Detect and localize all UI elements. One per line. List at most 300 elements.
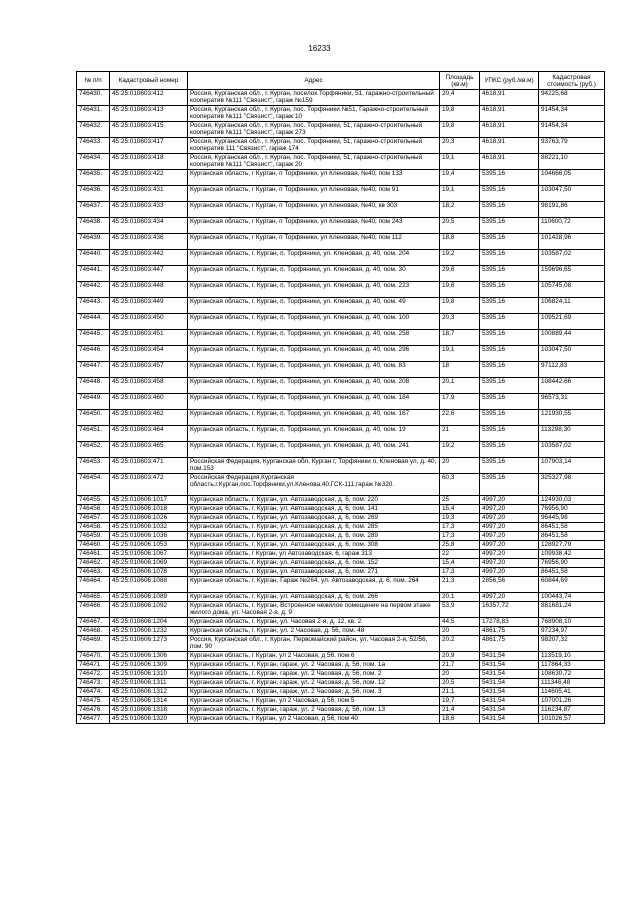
table-row (77, 298, 605, 314)
area: 17,3 (440, 532, 480, 541)
address: Российская Федерация, Курганская обл, Курган г, Торфяники п, Кленовая ул, д. 40, пом.153 (188, 458, 440, 474)
row-number: 746457. (77, 514, 110, 523)
cadastral-number: 45:25:010603:454 (110, 346, 188, 362)
row-number: 746430. (77, 90, 110, 106)
upks: 5395,16 (480, 186, 539, 202)
row-number: 746462. (77, 559, 110, 568)
table-row (77, 496, 605, 505)
area: 19,1 (440, 154, 480, 170)
table-row (77, 218, 605, 234)
table-row (77, 362, 605, 378)
area: 18 (440, 362, 480, 378)
area: 21,4 (440, 706, 480, 715)
upks: 4997,20 (480, 523, 539, 532)
table-row (77, 330, 605, 346)
area: 20,9 (440, 652, 480, 661)
cadastral-value: 881681,24 (539, 602, 605, 618)
upks: 4618,91 (480, 122, 539, 138)
table-row (77, 661, 605, 670)
upks: 5395,16 (480, 266, 539, 282)
row-number: 746475. (77, 697, 110, 706)
area: 17,3 (440, 568, 480, 577)
table-row (77, 532, 605, 541)
address: Россия, Курганская обл., г. Курган, пос. Торфяники, 51, гаражно-строительный кооператив №111 "Связист", гараж 273 (188, 122, 440, 138)
row-number: 746451. (77, 426, 110, 442)
page-number: 16233 (308, 44, 331, 53)
table-row (77, 523, 605, 532)
upks: 5395,16 (480, 218, 539, 234)
table-row (77, 706, 605, 715)
area: 18,2 (440, 202, 480, 218)
row-number: 746453. (77, 458, 110, 474)
row-number: 746464. (77, 577, 110, 593)
cadastral-number: 45:25:010606:1089 (110, 593, 188, 602)
area: 18,6 (440, 715, 480, 724)
cadastral-number: 45:25:010606:1312 (110, 688, 188, 697)
table-row (77, 378, 605, 394)
address: Курганская область, г. Курган, Гараж №264, ул. Автозаводская, д. 6, пом. 264 (188, 577, 440, 593)
area: 22,6 (440, 410, 480, 426)
row-number: 746442. (77, 282, 110, 298)
upks: 4997,20 (480, 559, 539, 568)
upks: 4861,75 (480, 627, 539, 636)
cadastral-number: 45:25:010603:465 (110, 442, 188, 458)
table-row (77, 266, 605, 282)
cadastral-value: 109938,42 (539, 550, 605, 559)
address: Курганская область, г. Курган, п. Торфяники, ул. Кленовая, д. 40, пом. 49 (188, 298, 440, 314)
cadastral-value: 96445,98 (539, 514, 605, 523)
table-row (77, 138, 605, 154)
cadastral-number: 45:25:010606:1306 (110, 652, 188, 661)
upks: 5395,16 (480, 394, 539, 410)
cadastral-number: 45:25:010606:1053 (110, 541, 188, 550)
cadastral-table (76, 71, 605, 724)
row-number: 746448. (77, 378, 110, 394)
row-number: 746441. (77, 266, 110, 282)
upks: 4997,20 (480, 550, 539, 559)
address: Курганская область, г. Курган, ул. Автозаводская, д. 6, пом. 271 (188, 568, 440, 577)
cadastral-number: 45:25:010606:1310 (110, 670, 188, 679)
cadastral-value: 110600,72 (539, 218, 605, 234)
address: Курганская область, г. Курган, гараж, ул. 2 Часовая, д. 56, пом. 13 (188, 706, 440, 715)
cadastral-value: 98207,32 (539, 636, 605, 652)
upks: 4997,20 (480, 496, 539, 505)
cadastral-value: 94225,68 (539, 90, 605, 106)
table-row (77, 186, 605, 202)
cadastral-number: 45:25:010603:422 (110, 170, 188, 186)
area: 25 (440, 496, 480, 505)
area: 20,3 (440, 314, 480, 330)
cadastral-value: 98191,86 (539, 202, 605, 218)
cadastral-value: 105745,08 (539, 282, 605, 298)
table-row (77, 593, 605, 602)
cadastral-number: 45:25:010606:1018 (110, 505, 188, 514)
upks: 5395,16 (480, 250, 539, 266)
table-row (77, 679, 605, 688)
address: Курганская область, г Курган, п Торфяники, ул Кленовая, №40, пом 133 (188, 170, 440, 186)
header-num: № п/п (77, 72, 110, 90)
area: 60,3 (440, 474, 480, 496)
area: 19,6 (440, 282, 480, 298)
table-row (77, 627, 605, 636)
cadastral-number: 45:25:010606:1320 (110, 715, 188, 724)
cadastral-value: 76956,90 (539, 559, 605, 568)
upks: 5431,54 (480, 679, 539, 688)
address: Курганская область, г. Курган, гараж, ул. 2 Часовая, д. 56, пом. 2 (188, 670, 440, 679)
cadastral-number: 45:25:010603:458 (110, 378, 188, 394)
table-row (77, 170, 605, 186)
address: Курганская область, г. Курган, ул. Часовая 2-я, д. 12, кв. 2 (188, 618, 440, 627)
row-number: 746432. (77, 122, 110, 138)
cadastral-number: 45:25:010603:449 (110, 298, 188, 314)
cadastral-number: 45:25:010606:1036 (110, 532, 188, 541)
address: Курганская область, г. Курган, гараж, ул. 2 Часовая, д. 56, пом. 1а (188, 661, 440, 670)
row-number: 746439. (77, 234, 110, 250)
row-number: 746436. (77, 186, 110, 202)
table-row (77, 559, 605, 568)
area: 17,3 (440, 523, 480, 532)
table-row (77, 688, 605, 697)
upks: 5431,54 (480, 688, 539, 697)
address: Курганская область, г. Курган, ул. Автозаводская, д. 6, пом. 266 (188, 593, 440, 602)
upks: 5431,54 (480, 670, 539, 679)
cadastral-number: 45:25:010606:1017 (110, 496, 188, 505)
cadastral-value: 124930,03 (539, 496, 605, 505)
cadastral-value: 121930,55 (539, 410, 605, 426)
cadastral-value: 86451,58 (539, 523, 605, 532)
cadastral-value: 103587,02 (539, 250, 605, 266)
table-row (77, 670, 605, 679)
table-row (77, 234, 605, 250)
address: Курганская область, г. Курган, п. Торфяники, ул. Кленовая, д. 40, пом. 83 (188, 362, 440, 378)
table-row (77, 652, 605, 661)
area: 21,7 (440, 661, 480, 670)
address: Курганская область, г. Курган, ул. Автозаводская, д. 6, пом. 289 (188, 532, 440, 541)
cadastral-value: 117864,33 (539, 661, 605, 670)
upks: 5395,16 (480, 298, 539, 314)
row-number: 746446. (77, 346, 110, 362)
cadastral-value: 106824,11 (539, 298, 605, 314)
row-number: 746445. (77, 330, 110, 346)
cadastral-value: 101428,96 (539, 234, 605, 250)
address: Курганская область, г. Курган, ул. Автозаводская, д. 6, пом. 141 (188, 505, 440, 514)
upks: 16357,72 (480, 602, 539, 618)
row-number: 746455. (77, 496, 110, 505)
row-number: 746465. (77, 593, 110, 602)
row-number: 746443. (77, 298, 110, 314)
address: Курганская область, г. Курган, п. Торфяники, ул. Кленовая, д. 40, пом. 258 (188, 330, 440, 346)
address: Курганская область, г. Курган, ул. Автозаводская, д. 6, пом. 220 (188, 496, 440, 505)
upks: 4997,20 (480, 541, 539, 550)
header-row (77, 72, 605, 90)
cadastral-value: 103587,02 (539, 442, 605, 458)
area: 20,5 (440, 218, 480, 234)
row-number: 746450. (77, 410, 110, 426)
table-row (77, 577, 605, 593)
table-row (77, 410, 605, 426)
address: Курганская область, г. Курган, п. Торфяники, ул. Кленовая, д. 40, пом. 19 (188, 426, 440, 442)
row-number: 746461. (77, 550, 110, 559)
row-number: 746466. (77, 602, 110, 618)
row-number: 746469. (77, 636, 110, 652)
area: 44,5 (440, 618, 480, 627)
cadastral-number: 45:25:010606:1318 (110, 706, 188, 715)
upks: 5395,16 (480, 202, 539, 218)
cadastral-value: 108630,72 (539, 670, 605, 679)
area: 19,4 (440, 170, 480, 186)
cadastral-number: 45:25:010603:450 (110, 314, 188, 330)
row-number: 746456. (77, 505, 110, 514)
row-number: 746437. (77, 202, 110, 218)
upks: 5395,16 (480, 378, 539, 394)
table-row (77, 122, 605, 138)
upks: 5395,16 (480, 426, 539, 442)
area: 17,9 (440, 394, 480, 410)
upks: 5395,16 (480, 314, 539, 330)
row-number: 746447. (77, 362, 110, 378)
address: Курганская область, г. Курган, ул. 2 Часовая, д. 56, пом. 48 (188, 627, 440, 636)
cadastral-value: 159696,65 (539, 266, 605, 282)
upks: 4618,91 (480, 154, 539, 170)
address: Курганская область, г. Курган, п. Торфяники, ул. Кленовая, д. 40, пом. 167 (188, 410, 440, 426)
row-number: 746452. (77, 442, 110, 458)
address: Россия, Курганская обл., г. Курган, пос. Торфяники №51, Гаражно-строительный кооператив №111 "Связист", гараж 10 (188, 106, 440, 122)
area: 19,7 (440, 697, 480, 706)
header-cadastral-value: Кадастровая стоимость (руб.) (539, 72, 605, 90)
cadastral-number: 45:25:010603:472 (110, 474, 188, 496)
upks: 5395,16 (480, 458, 539, 474)
cadastral-value: 114605,41 (539, 688, 605, 697)
upks: 4618,91 (480, 90, 539, 106)
cadastral-value: 108442,66 (539, 378, 605, 394)
table-row (77, 505, 605, 514)
row-number: 746444. (77, 314, 110, 330)
cadastral-value: 128927,79 (539, 541, 605, 550)
cadastral-number: 45:25:010603:451 (110, 330, 188, 346)
upks: 17278,83 (480, 618, 539, 627)
table-row (77, 458, 605, 474)
cadastral-value: 116234,87 (539, 706, 605, 715)
row-number: 746473. (77, 679, 110, 688)
area: 19,8 (440, 122, 480, 138)
address: Курганская область, г Курган, п Торфяники, ул Кленовая, №40, пом 243 (188, 218, 440, 234)
cadastral-number: 45:25:010606:1032 (110, 523, 188, 532)
cadastral-value: 107903,14 (539, 458, 605, 474)
cadastral-value: 101026,57 (539, 715, 605, 724)
upks: 2856,56 (480, 577, 539, 593)
cadastral-number: 45:25:010603:434 (110, 218, 188, 234)
area: 19,1 (440, 346, 480, 362)
cadastral-number: 45:25:010603:457 (110, 362, 188, 378)
table-row (77, 426, 605, 442)
area: 18,7 (440, 330, 480, 346)
row-number: 746463. (77, 568, 110, 577)
address: Россия, Курганская обл., г. Курган, пос. Торфяники, 51, гаражно-строительный кооператив 111 "Связист", гараж 174 (188, 138, 440, 154)
area: 19,8 (440, 106, 480, 122)
row-number: 746476. (77, 706, 110, 715)
table-row (77, 636, 605, 652)
table-row (77, 715, 605, 724)
address: Россия, Курганская обл., г. Курган, поселок Торфяники, 51, гаражно-строительный кооператив №111 "Связист", гараж №159 (188, 90, 440, 106)
address: Курганская область, г. Курган, ул. Автозаводская, д. 6, пом. 269 (188, 514, 440, 523)
address: Курганская область, г Курган, п Торфяники, ул Кленовая, №40, кв 303 (188, 202, 440, 218)
table-row (77, 618, 605, 627)
cadastral-value: 76956,90 (539, 505, 605, 514)
upks: 4618,91 (480, 106, 539, 122)
upks: 5395,16 (480, 442, 539, 458)
area: 19,1 (440, 186, 480, 202)
upks: 4861,75 (480, 636, 539, 652)
header-address: Адрес (188, 72, 440, 90)
area: 20 (440, 670, 480, 679)
area: 20,2 (440, 636, 480, 652)
area: 19,3 (440, 514, 480, 523)
cadastral-value: 91454,34 (539, 122, 605, 138)
upks: 4997,20 (480, 568, 539, 577)
upks: 4618,91 (480, 138, 539, 154)
header-cadastral-number: Кадастровый номер (110, 72, 188, 90)
address: Курганская область, г. Курган, п. Торфяники, ул. Кленовая, д. 40, пом. 208 (188, 378, 440, 394)
address: Курганская область, г Курган, ул 2 Часовая, д 56, пом 6 (188, 652, 440, 661)
address: Россия, Курганская обл., г. Курган, Первомайский район, ул. Часовая 2-я, 52/56, пом. 90 (188, 636, 440, 652)
area: 20,1 (440, 593, 480, 602)
address: Курганская область, г. Курган, ул. Автозаводская, д. 6, пом. 152 (188, 559, 440, 568)
area: 18,8 (440, 234, 480, 250)
cadastral-value: 93763,79 (539, 138, 605, 154)
area: 20,3 (440, 138, 480, 154)
cadastral-number: 45:25:010603:413 (110, 106, 188, 122)
upks: 5395,16 (480, 330, 539, 346)
cadastral-value: 103047,50 (539, 346, 605, 362)
table-row (77, 568, 605, 577)
cadastral-value: 96573,31 (539, 394, 605, 410)
upks: 5431,54 (480, 706, 539, 715)
table-row (77, 602, 605, 618)
address: Курганская область, г. Курган, п. Торфяники, ул. Кленовая, д. 40, пом. 241 (188, 442, 440, 458)
cadastral-number: 45:25:010603:460 (110, 394, 188, 410)
table-row (77, 394, 605, 410)
cadastral-value: 113519,10 (539, 652, 605, 661)
row-number: 746433. (77, 138, 110, 154)
area: 29,6 (440, 266, 480, 282)
address: Курганская область, г. Курган, п. Торфяники, ул. Кленовая, д. 40, пом. 184 (188, 394, 440, 410)
cadastral-number: 45:25:010603:442 (110, 250, 188, 266)
cadastral-number: 45:25:010606:1026 (110, 514, 188, 523)
table-row (77, 314, 605, 330)
cadastral-number: 45:25:010606:1069 (110, 559, 188, 568)
cadastral-value: 104666,05 (539, 170, 605, 186)
cadastral-value: 88221,10 (539, 154, 605, 170)
upks: 5395,16 (480, 282, 539, 298)
upks: 5395,16 (480, 410, 539, 426)
table-body (77, 90, 605, 724)
row-number: 746438. (77, 218, 110, 234)
row-number: 746477. (77, 715, 110, 724)
table-row (77, 250, 605, 266)
table-row (77, 474, 605, 496)
area: 25,8 (440, 541, 480, 550)
cadastral-number: 45:25:010603:462 (110, 410, 188, 426)
table-row (77, 90, 605, 106)
cadastral-number: 45:25:010606:1232 (110, 627, 188, 636)
cadastral-number: 45:25:010603:464 (110, 426, 188, 442)
table-row (77, 442, 605, 458)
address: Курганская область, г. Курган, п. Торфяники, ул. Кленовая, д. 40, пом. 30 (188, 266, 440, 282)
upks: 5395,16 (480, 170, 539, 186)
address: Курганская область, г. Курган, п. Торфяники, ул. Кленовая, д. 40, пом. 223 (188, 282, 440, 298)
row-number: 746467. (77, 618, 110, 627)
cadastral-number: 45:25:010606:1311 (110, 679, 188, 688)
row-number: 746474. (77, 688, 110, 697)
header-upks: УПКС (руб./кв.м) (480, 72, 539, 90)
cadastral-number: 45:25:010606:1078 (110, 568, 188, 577)
row-number: 746459. (77, 532, 110, 541)
row-number: 746468. (77, 627, 110, 636)
row-number: 746472. (77, 670, 110, 679)
row-number: 746440. (77, 250, 110, 266)
cadastral-value: 97112,83 (539, 362, 605, 378)
upks: 5395,16 (480, 474, 539, 496)
table-row (77, 697, 605, 706)
cadastral-value: 91454,34 (539, 106, 605, 122)
upks: 5431,54 (480, 697, 539, 706)
address: Курганская область, г. Курган, Встроенное нежилое помещение на первом этаже жилого дома, ул. Часовая 2-я, д. 9 (188, 602, 440, 618)
table-row (77, 282, 605, 298)
address: Курганская область, г Курган, ул 2 Часовая, д 56, пом 5 (188, 697, 440, 706)
cadastral-value: 86451,58 (539, 532, 605, 541)
address: Курганская область, г. Курган, п. Торфяники, ул. Кленовая, д. 40, пом. 204 (188, 250, 440, 266)
cadastral-number: 45:25:010603:448 (110, 282, 188, 298)
row-number: 746435. (77, 170, 110, 186)
upks: 4997,20 (480, 505, 539, 514)
cadastral-number: 45:25:010603:436 (110, 234, 188, 250)
row-number: 746449. (77, 394, 110, 410)
cadastral-number: 45:25:010603:417 (110, 138, 188, 154)
cadastral-value: 100889,44 (539, 330, 605, 346)
upks: 5395,16 (480, 362, 539, 378)
address: Россия, Курганская обл., г. Курган, пос. Торфяники, 51, гаражно-строительный кооператив №111 "Связист", гараж 20 (188, 154, 440, 170)
cadastral-number: 45:25:010603:471 (110, 458, 188, 474)
cadastral-number: 45:25:010606:1309 (110, 661, 188, 670)
address: Курганская область, г Курган, ул 2 Часовая, д 56, пом 40 (188, 715, 440, 724)
cadastral-value: 113298,30 (539, 426, 605, 442)
address: Курганская область, г. Курган, ул. Автозаводская, д. 6, пом. 285 (188, 523, 440, 532)
area: 15,4 (440, 505, 480, 514)
area: 19,2 (440, 250, 480, 266)
cadastral-number: 45:25:010603:418 (110, 154, 188, 170)
area: 21,1 (440, 688, 480, 697)
address: Курганская область, г Курган, п Торфяники, ул Кленовая, №40, пом 91 (188, 186, 440, 202)
cadastral-number: 45:25:010603:415 (110, 122, 188, 138)
cadastral-number: 45:25:010606:1092 (110, 602, 188, 618)
table-row (77, 346, 605, 362)
cadastral-number: 45:25:010603:412 (110, 90, 188, 106)
row-number: 746434. (77, 154, 110, 170)
address: Курганская область, г. Курган, гараж, ул. 2 Часовая, д. 56, пом. 12 (188, 679, 440, 688)
address: Курганская область, г. Курган, п. Торфяники, ул. Кленовая, д. 40, пом. 296 (188, 346, 440, 362)
address: Курганская область, г. Курган, гараж, ул. 2 Часовая, д. 56, пом. 3 (188, 688, 440, 697)
cadastral-value: 325327,98 (539, 474, 605, 496)
upks: 5431,54 (480, 715, 539, 724)
area: 20,1 (440, 378, 480, 394)
upks: 5395,16 (480, 234, 539, 250)
cadastral-value: 97234,97 (539, 627, 605, 636)
upks: 5431,54 (480, 661, 539, 670)
row-number: 746470. (77, 652, 110, 661)
table-row (77, 106, 605, 122)
area: 53,9 (440, 602, 480, 618)
upks: 5431,54 (480, 652, 539, 661)
